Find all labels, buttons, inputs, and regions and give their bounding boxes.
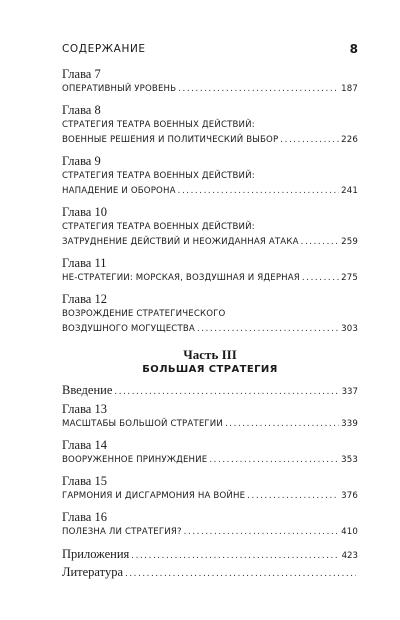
toc-entry-chapter-8[interactable] — [62, 102, 358, 148]
chapter-title: НЕ-СТРАТЕГИИ: МОРСКАЯ, ВОЗДУШНАЯ И ЯДЕРНАЯ — [62, 273, 300, 283]
toc-entry-chapter-16[interactable] — [62, 509, 358, 540]
chapter-title: ПОЛЕЗНА ЛИ СТРАТЕГИЯ? — [62, 527, 182, 537]
chapter-title: СТРАТЕГИЯ ТЕАТРА ВОЕННЫХ ДЕЙСТВИЙ: — [62, 120, 255, 130]
page-ref: 187 — [341, 84, 358, 94]
page-ref: 241 — [341, 186, 358, 196]
dot-leader — [178, 82, 339, 97]
toc-entry-chapter-11[interactable] — [62, 255, 358, 286]
toc-line — [62, 184, 358, 199]
toc-entry-chapter-10[interactable] — [62, 204, 358, 250]
toc-entry-chapter-12[interactable] — [62, 291, 358, 337]
part-heading — [62, 347, 358, 377]
page-ref: 353 — [341, 455, 358, 465]
chapter-label: Глава 7 — [62, 67, 101, 81]
toc-entry-chapter-9[interactable] — [62, 153, 358, 199]
dot-leader — [247, 489, 339, 504]
entry-label: Литература — [62, 565, 123, 579]
page-number: 8 — [349, 42, 358, 56]
chapter-label: Глава 16 — [62, 510, 107, 524]
toc-entry-introduction[interactable] — [62, 381, 358, 399]
chapter-title: МАСШТАБЫ БОЛЬШОЙ СТРАТЕГИИ — [62, 419, 223, 429]
dot-leader — [125, 565, 356, 583]
entry-label: Приложения — [62, 547, 130, 561]
toc-entry-appendices[interactable] — [62, 545, 358, 563]
chapter-title: СТРАТЕГИЯ ТЕАТРА ВОЕННЫХ ДЕЙСТВИЙ: — [62, 222, 255, 232]
page-ref: 226 — [341, 135, 358, 145]
part-subtitle: БОЛЬШАЯ СТРАТЕГИЯ — [142, 364, 278, 375]
table-of-contents — [62, 64, 358, 581]
toc-entry-literature[interactable] — [62, 563, 358, 581]
chapter-title: ЗАТРУДНЕНИЕ ДЕЙСТВИЙ И НЕОЖИДАННАЯ АТАКА — [62, 237, 299, 247]
chapter-label: Глава 8 — [62, 103, 101, 117]
chapter-label: Глава 15 — [62, 474, 107, 488]
toc-line — [62, 453, 358, 468]
toc-line — [62, 118, 358, 133]
chapter-title: ВОЕННЫЕ РЕШЕНИЯ И ПОЛИТИЧЕСКИЙ ВЫБОР — [62, 135, 279, 145]
toc-line — [62, 169, 358, 184]
toc-entry-chapter-14[interactable] — [62, 437, 358, 468]
page-ref: 259 — [341, 237, 358, 247]
chapter-title: ГАРМОНИЯ И ДИСГАРМОНИЯ НА ВОЙНЕ — [62, 491, 246, 501]
dot-leader — [280, 133, 339, 148]
dot-leader — [302, 271, 339, 286]
page-ref: 339 — [341, 419, 358, 429]
dot-leader — [197, 322, 339, 337]
toc-line — [62, 489, 358, 504]
toc-line — [62, 235, 358, 250]
page-ref: 410 — [341, 527, 358, 537]
toc-line — [62, 417, 358, 432]
running-head-title: СОДЕРЖАНИЕ — [62, 43, 146, 55]
chapter-label: Глава 12 — [62, 292, 107, 306]
toc-line — [62, 271, 358, 286]
dot-leader — [184, 525, 339, 540]
dot-leader — [114, 383, 339, 401]
toc-entry-chapter-13[interactable] — [62, 401, 358, 432]
toc-line — [62, 220, 358, 235]
chapter-title: ВОЗДУШНОГО МОГУЩЕСТВА — [62, 324, 195, 334]
page-ref: 337 — [341, 387, 358, 397]
dot-leader — [225, 417, 339, 432]
toc-line — [62, 82, 358, 97]
dot-leader — [178, 184, 340, 199]
page-ref: 423 — [341, 551, 358, 561]
chapter-label: Глава 13 — [62, 402, 107, 416]
dot-leader — [209, 453, 339, 468]
chapter-label: Глава 11 — [62, 256, 107, 270]
page-ref: 376 — [341, 491, 358, 501]
toc-line — [62, 525, 358, 540]
toc-line — [62, 307, 358, 322]
dot-leader — [131, 547, 339, 565]
toc-entry-chapter-7[interactable] — [62, 66, 358, 97]
entry-label: Введение — [62, 383, 113, 397]
chapter-label: Глава 10 — [62, 205, 107, 219]
chapter-title: ВООРУЖЕННОЕ ПРИНУЖДЕНИЕ — [62, 455, 208, 465]
chapter-title: СТРАТЕГИЯ ТЕАТРА ВОЕННЫХ ДЕЙСТВИЙ: — [62, 171, 255, 181]
page-ref: 303 — [341, 324, 358, 334]
running-head — [62, 43, 358, 59]
page-ref: 275 — [341, 273, 358, 283]
chapter-label: Глава 9 — [62, 154, 101, 168]
toc-line — [62, 322, 358, 337]
chapter-label: Глава 14 — [62, 438, 107, 452]
toc-entry-chapter-15[interactable] — [62, 473, 358, 504]
chapter-title: ОПЕРАТИВНЫЙ УРОВЕНЬ — [62, 84, 177, 94]
chapter-title: НАПАДЕНИЕ И ОБОРОНА — [62, 186, 176, 196]
book-page — [62, 0, 358, 620]
toc-line — [62, 133, 358, 148]
part-title: Часть III — [183, 347, 237, 362]
dot-leader — [301, 235, 340, 250]
chapter-title: ВОЗРОЖДЕНИЕ СТРАТЕГИЧЕСКОГО — [62, 309, 226, 319]
